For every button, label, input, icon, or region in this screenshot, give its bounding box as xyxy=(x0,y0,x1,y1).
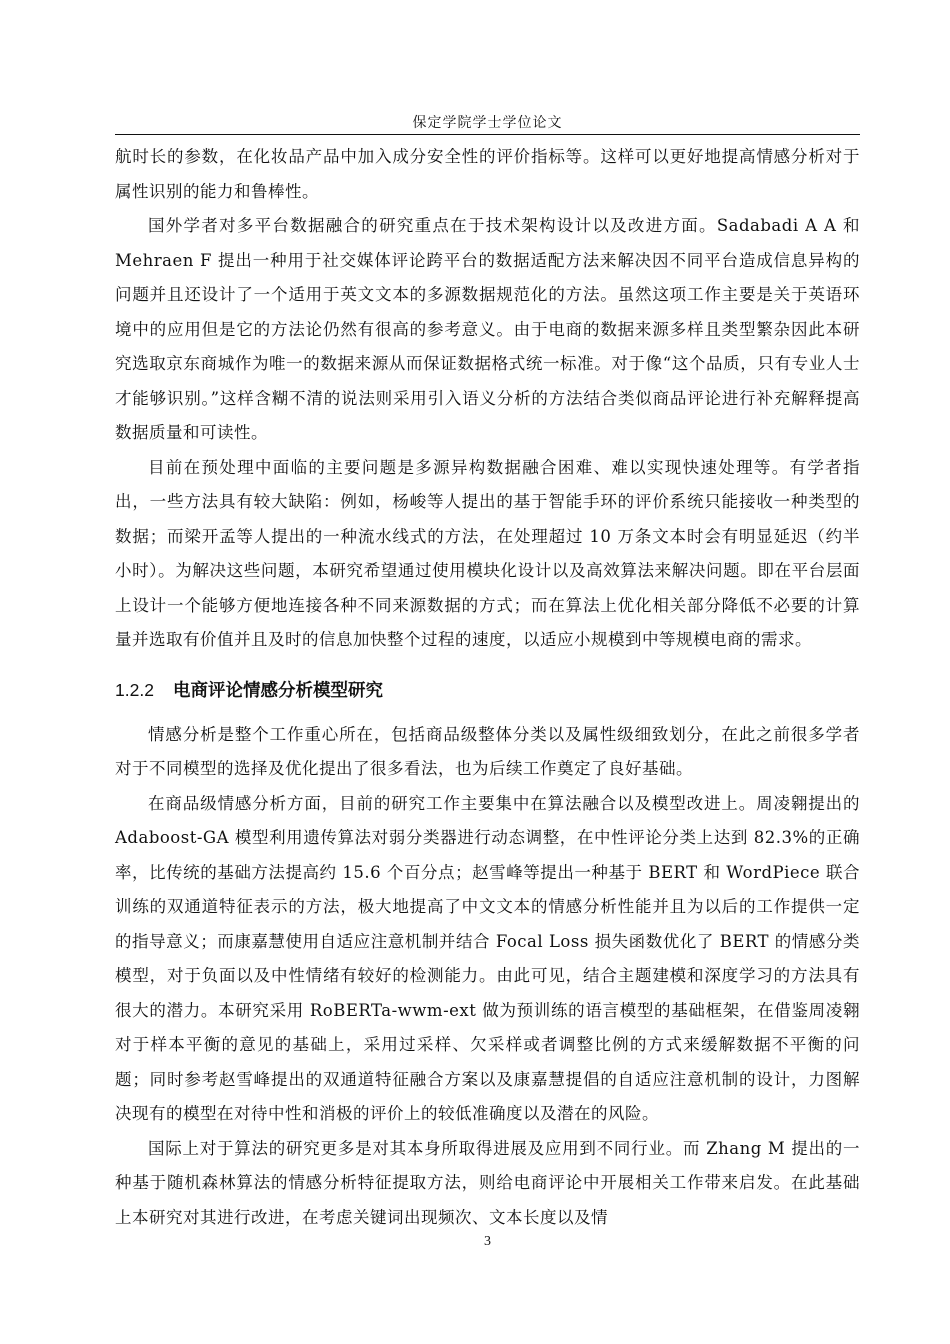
section-number: 1.2.2 xyxy=(115,679,154,700)
paragraph: 航时长的参数，在化妆品产品中加入成分安全性的评价指标等。这样可以更好地提高情感分析对于属性识别的能力和鲁棒性。 xyxy=(115,147,860,201)
page-content xyxy=(115,140,860,1235)
page-header: 保定学院学士学位论文 xyxy=(412,115,563,131)
paragraph: 国际上对于算法的研究更多是对其本身所取得进展及应用到不同行业。而 Zhang M 提出的一种基于随机森林算法的情感分析特征提取方法，则给电商评论中开展相关工作带来启发。在此基础上本研究对其进行改进，在考虑关键词出现频次、文本长度以及情 xyxy=(115,1138,860,1227)
page-number: 3 xyxy=(484,1234,491,1249)
paragraph: 在商品级情感分析方面，目前的研究工作主要集中在算法融合以及模型改进上。周凌翱提出的 Adaboost-GA 模型利用遗传算法对弱分类器进行动态调整，在中性评论分类上达到 82.3%的正确率，比传统的基础方法提高约 15.6 个百分点；赵雪峰等提出一种基于 BERT 和 WordPiece 联合训练的双通道特征表示的方法，极大地提高了中文文本的情感分析性能并且为以后的工作提供一定的指导意义；而康嘉慧使用自适应注意机制并结合 Focal Loss 损失函数优化了 BERT 的情感分类模型，对于负面以及中性情绪有较好的检测能力。由此可见，结合主题建模和深度学习的方法具有很大的潜力。本研究采用 RoBERTa-wwm-ext 做为预训练的语言模型的基础框架，在借鉴周凌翱对于样本平衡的意见的基础上，采用过采样、欠采样或者调整比例的方式来缓解数据不平衡的问题；同时参考赵雪峰提出的双通道特征融合方案以及康嘉慧提倡的自适应注意机制的设计，力图解决现有的模型在对待中性和消极的评价上的较低准确度以及潜在的风险。 xyxy=(115,793,860,1123)
paragraph: 国外学者对多平台数据融合的研究重点在于技术架构设计以及改进方面。Sadabadi A A 和 Mehraen F 提出一种用于社交媒体评论跨平台的数据适配方法来解决因不同平台造成信息异构的问题并且还设计了一个适用于英文文本的多源数据规范化的方法。虽然这项工作主要是关于英语环境中的应用但是它的方法论仍然有很高的参考意义。由于电商的数据来源多样且类型繁杂因此本研究选取京东商城作为唯一的数据来源从而保证数据格式统一标准。对于像“这个品质，只有专业人士才能够识别。”这样含糊不清的说法则采用引入语义分析的方法结合类似商品评论进行补充解释提高数据质量和可读性。 xyxy=(115,216,860,442)
header-rule xyxy=(115,134,860,135)
paragraph: 情感分析是整个工作重心所在，包括商品级整体分类以及属性级细致划分，在此之前很多学者对于不同模型的选择及优化提出了很多看法，也为后续工作奠定了良好基础。 xyxy=(115,724,860,778)
section-heading xyxy=(115,677,860,704)
paragraph: 目前在预处理中面临的主要问题是多源异构数据融合困难、难以实现快速处理等。有学者指出，一些方法具有较大缺陷：例如，杨峻等人提出的基于智能手环的评价系统只能接收一种类型的数据；而梁开孟等人提出的一种流水线式的方法，在处理超过 10 万条文本时会有明显延迟（约半小时）。为解决这些问题，本研究希望通过使用模块化设计以及高效算法来解决问题。即在平台层面上设计一个能够方便地连接各种不同来源数据的方式；而在算法上优化相关部分降低不必要的计算量并选取有价值并且及时的信息加快整个过程的速度，以适应小规模到中等规模电商的需求。 xyxy=(115,457,860,649)
section-title: 电商评论情感分析模型研究 xyxy=(173,680,383,701)
